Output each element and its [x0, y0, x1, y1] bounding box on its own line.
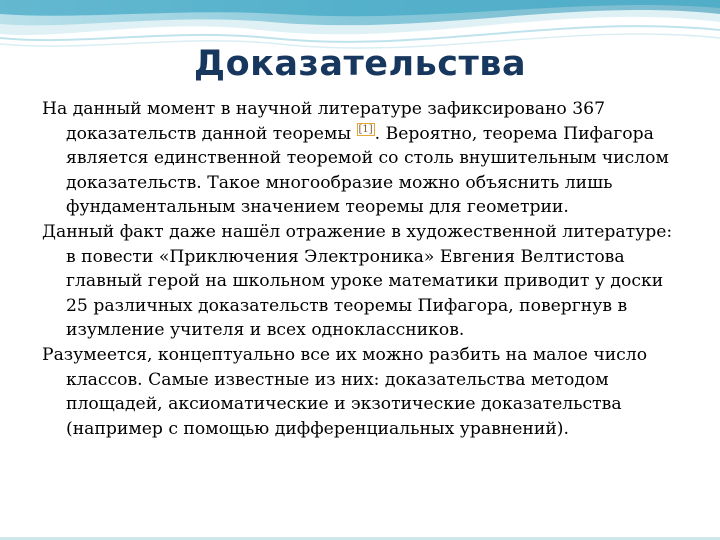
slide-title: Доказательства: [193, 44, 527, 84]
paragraph-classes: Разумеется, концептуально все их можно разбить на малое число классов. Самые известные из них: доказательства методом площадей, аксиоматические и экзотические доказательства (например с помощью дифференциальных уравнений).: [42, 344, 648, 439]
reference-link[interactable]: [1]: [358, 123, 373, 135]
paragraph-text: На данный момент в научной литературе зафиксировано 367 доказательств данной теоремы: [42, 99, 606, 144]
paragraph-text: . Вероятно, теорема Пифагора является единственной теоремой со столь внушительным числом доказательств. Такое многообразие можно объяснить лишь фундаментальным значением теоремы для геометрии.: [66, 123, 669, 218]
paragraph-literature: Данный факт даже нашёл отражение в художественной литературе: в повести «Приключения Электроника» Евгения Велтистова главный герой на школьном уроке математики приводит у доски 25 различных доказательств теоремы Пифагора, повергнув в изумление учителя и всех одноклассников.: [42, 221, 673, 341]
slide-body: [42, 97, 682, 441]
paragraph-proof-count: [42, 97, 682, 220]
